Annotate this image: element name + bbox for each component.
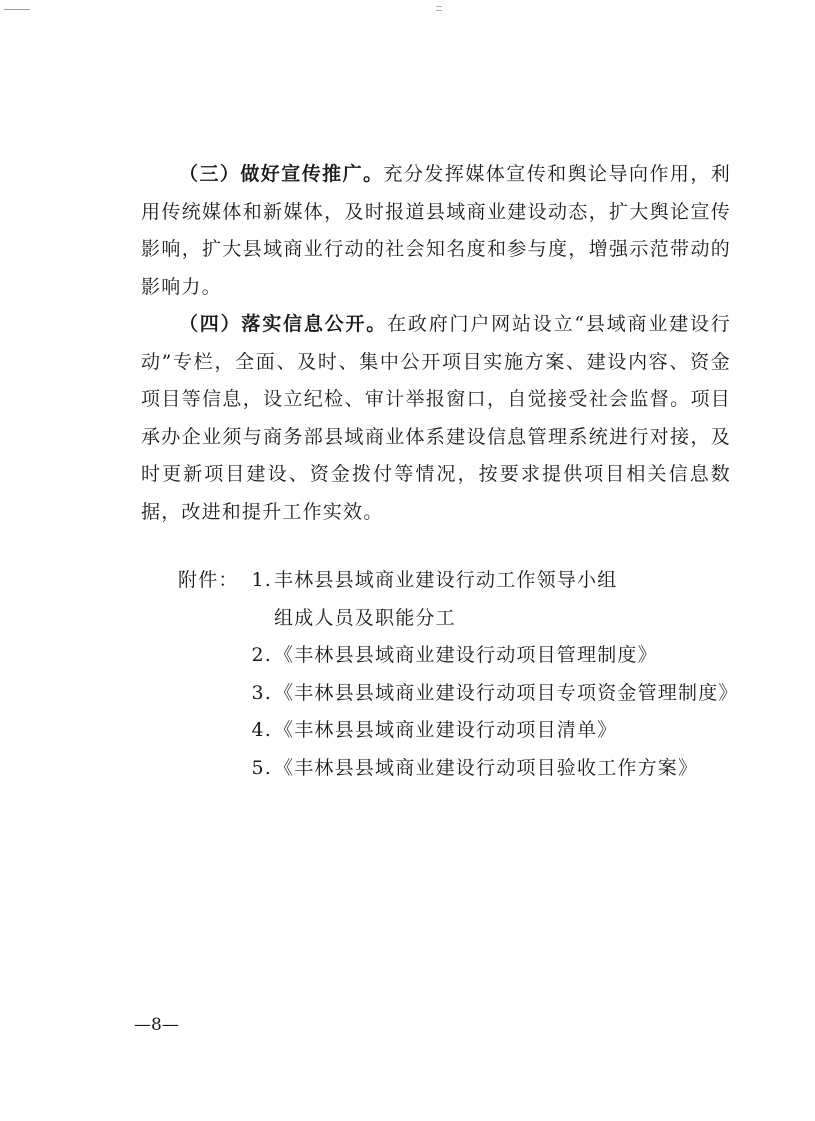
attachment-item	[178, 712, 758, 750]
attachment-title: 《丰林县县域商业建设行动项目专项资金管理制度》	[274, 681, 739, 704]
paragraph-lead: （四）落实信息公开。	[179, 313, 388, 335]
attachment-title: 丰林县县域商业建设行动工作领导小组	[274, 569, 618, 591]
attachment-title: 《丰林县县域商业建设行动项目管理制度》	[274, 644, 658, 666]
page-number: —8—	[134, 1015, 179, 1035]
attachments-list	[178, 562, 758, 787]
attachment-item	[178, 750, 758, 788]
attachment-title: 《丰林县县域商业建设行动项目验收工作方案》	[274, 756, 699, 779]
paragraph-disclosure	[141, 306, 752, 531]
attachment-title: 《丰林县县域商业建设行动项目清单》	[274, 719, 618, 741]
attachment-item	[178, 675, 758, 713]
attachment-item	[178, 562, 758, 600]
scan-artifact	[4, 9, 30, 10]
attachment-number: 1.	[251, 569, 272, 591]
attachment-number: 3.	[251, 681, 272, 704]
body-text	[141, 156, 752, 531]
attachment-item-continuation	[178, 600, 758, 638]
paragraph-body: 在政府门户网站设立“县域商业建设行 动”专栏，全面、及时、集中公开项目实施方案、建设内容、资金项目等信息，设立纪检、审计举报窗口，自觉接受社会监督。项目承办企业须与商务部县域商业体系建设信息管理系统进行对接，及时更新项目建设、资金拨付等情况，按要求提供项目相关信息数据，改进和提升工作实效。	[141, 313, 752, 523]
paragraph-lead: （三）做好宣传推广。	[179, 163, 384, 185]
attachment-number: 5.	[251, 756, 272, 779]
attachment-title-continuation: 组成人员及职能分工	[274, 606, 456, 629]
attachments-label: 附件：	[178, 569, 239, 591]
attachment-item	[178, 637, 758, 675]
paragraph-body: 充分发挥媒体宣传和舆论导向作用，利用传统媒体和新媒体，及时报道县域商业建设动态，扩大舆论宣传影响，扩大县域商业行动的社会知名度和参与度，增强示范带动的影响力。	[141, 163, 731, 298]
attachment-number: 2.	[251, 644, 272, 666]
paragraph-publicity	[141, 156, 731, 306]
scan-artifact-dot	[436, 6, 442, 11]
attachment-number: 4.	[251, 719, 272, 741]
